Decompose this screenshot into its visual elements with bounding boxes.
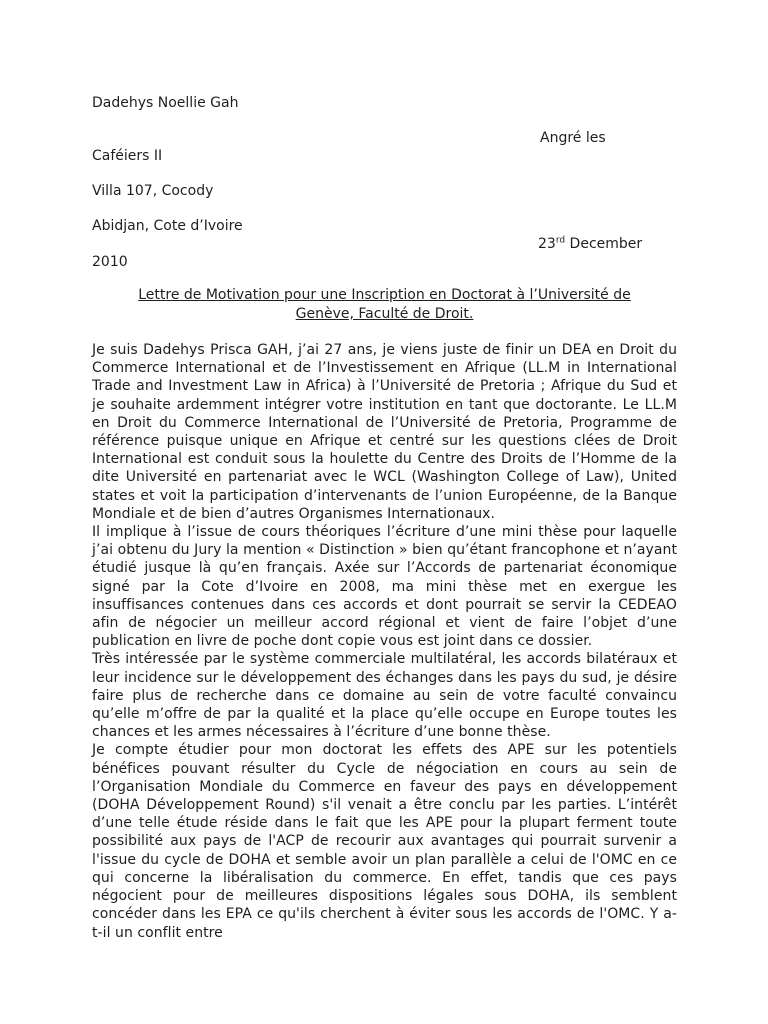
letter-body <box>92 341 677 942</box>
sender-name: Dadehys Noellie Gah <box>92 95 239 111</box>
paragraph-introduction: Je suis Dadehys Prisca GAH, j’ai 27 ans, je viens juste de finir un DEA en Droit du Commerce International et de l’Investissement en Afrique (LL.M in International Trade and Investment Law in Africa) à l’Université de Pretoria ; Afrique du Sud et je souhaite ardemment intégrer votre institution en tant que doctorante. Le LL.M en Droit du Commerce International de l’Université de Pretoria, Programme de référence puisque unique en Afrique et centré sur les questions clées de Droit International est conduit sous la houlette du Centre des Droits de l’Homme de la dite Université en partenariat avec le WCL (Washington College of Law), United states et voit la participation d’intervenants de l’union Européenne, de la Banque Mondiale et de bien d’autres Organismes Internationaux. <box>92 342 677 522</box>
date-month: December <box>565 236 643 252</box>
date-ordinal-suffix: rd <box>555 235 566 246</box>
address-line: Villa 107, Cocody <box>92 183 214 199</box>
paragraph-motivation: Très intéressée par le système commerciale multilatéral, les accords bilatéraux et leur incidence sur le développement des échanges dans les pays du sud, je désire faire plus de recherche dans ce domaine au sein de votre faculté convaincu qu’elle m’offre de par la qualité et la place qu’elle occupe en Europe toutes les chances et les armes nécessaires à l’écriture d’une bonne thèse. <box>92 651 677 741</box>
paragraph-mini-these: Il implique à l’issue de cours théoriques l’écriture d’une mini thèse pour laquelle j’ai obtenu du Jury la mention « Distinction » bien qu’étant francophone et n’ayant étudié jusque là qu’en français. Axée sur l’Accords de partenariat économique signé par la Cote d’Ivoire en 2008, ma mini thèse met en exergue les insuffisances contenues dans ces accords et dont pourrait se servir la CEDEAO afin de négocier un meilleur accord régional et vient de faire l’objet d’une publication en livre de poche dont copie vous est joint dans ce dossier. <box>92 524 677 650</box>
address-fragment-right: Angré les <box>540 130 606 146</box>
letter-title-line2: Genève, Faculté de Droit. <box>295 306 474 322</box>
letter-date <box>538 235 677 253</box>
date-year: 2010 <box>92 254 128 270</box>
letter-title <box>92 286 677 324</box>
letter-title-line1: Lettre de Motivation pour une Inscription en Doctorat à l’Université de <box>138 287 631 303</box>
paragraph-projet-doctorat: Je compte étudier pour mon doctorat les effets des APE sur les potentiels bénéfices pouvant résulter du Cycle de négociation en cours au sein de l’Organisation Mondiale du Commerce en faveur des pays en développement (DOHA Développement Round) s'il venait a être conclu par les parties. L’intérêt d’une telle étude réside dans le fait que les APE pour la plupart ferment toute possibilité aux pays de l'ACP de recourir aux avantages qui pourrait survenir a l'issue du cycle de DOHA et semble avoir un plan parallèle a celui de l'OMC en ce qui concerne la libéralisation du commerce. En effet, tandis que ces pays négocient pour de meilleures dispositions légales sous DOHA, ils semblent concéder dans les EPA ce qu'ils cherchent à éviter sous les accords de l'OMC. Y a-t-il un conflit entre <box>92 742 677 941</box>
date-day: 23 <box>538 236 556 252</box>
address-line: Abidjan, Cote d’Ivoire <box>92 218 243 234</box>
address-line: Caféiers II <box>92 148 163 164</box>
sender-address-block <box>92 94 677 271</box>
